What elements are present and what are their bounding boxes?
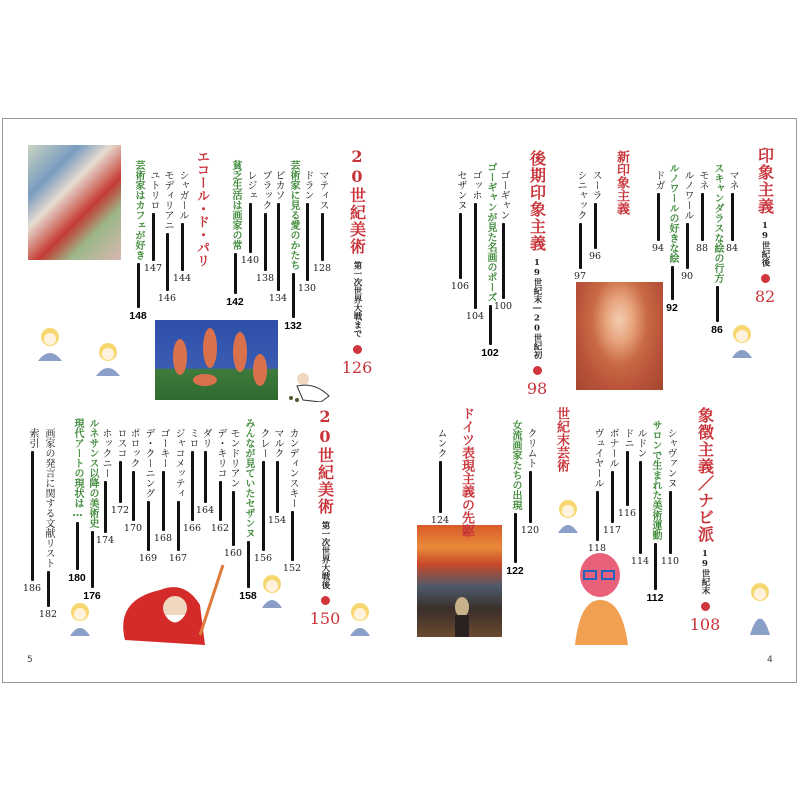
entry-page-number: 138 <box>255 273 275 284</box>
leader-line <box>47 571 50 607</box>
leader-line <box>177 501 180 551</box>
entry-page-number: 156 <box>253 553 273 564</box>
section-heading-block[interactable] <box>517 150 557 398</box>
entry-label: レジェ <box>245 170 256 200</box>
toc-topic-entry[interactable] <box>223 160 247 308</box>
entry-label: クレー <box>258 428 269 458</box>
entry-label: ドニ <box>622 428 633 448</box>
entry-label: ドラン <box>302 170 313 200</box>
section-page-number: 82 <box>754 286 776 306</box>
bullet-dot <box>353 345 362 354</box>
section-period: 19世紀後 <box>760 221 770 267</box>
entry-label: 画家の発言に関する文献リスト <box>43 428 54 568</box>
entry-page-number: 102 <box>481 347 499 359</box>
entry-page-number: 140 <box>240 255 260 266</box>
entry-page-number: 120 <box>520 525 540 536</box>
bullet-dot <box>321 596 330 605</box>
entry-page-number: 180 <box>68 572 86 584</box>
entry-label: ロスコ <box>115 428 126 458</box>
entry-page-number: 106 <box>450 281 470 292</box>
entry-page-number: 134 <box>268 293 288 304</box>
entry-page-number: 86 <box>711 324 723 336</box>
section-heading-block[interactable] <box>745 147 785 306</box>
entry-label: ジャコメッティ <box>173 428 184 498</box>
section-period: 第一次世界大戦後 <box>320 521 330 589</box>
toc-artist-entry[interactable] <box>448 170 472 292</box>
toc-artist-entry[interactable] <box>646 170 670 254</box>
leader-line <box>137 263 140 308</box>
painter-man-illustration <box>285 372 335 402</box>
entry-page-number: 146 <box>157 293 177 304</box>
entry-page-number: 167 <box>168 553 188 564</box>
entry-page-number: 112 <box>646 592 664 604</box>
leader-line <box>249 203 252 253</box>
entry-page-number: 122 <box>506 565 524 577</box>
section-title: 後期印象主義 <box>527 150 547 252</box>
section-period: 第一次世界大戦まで <box>352 261 362 338</box>
santa-painter-illustration <box>105 560 225 645</box>
entry-page-number: 148 <box>129 310 147 322</box>
subsection-heading: 世紀末芸術 <box>554 407 569 472</box>
entry-label: シャヴァンヌ <box>665 428 676 488</box>
bullet-dot <box>761 274 770 283</box>
leader-line <box>166 233 169 291</box>
entry-label: カンディンスキー <box>287 428 298 508</box>
entry-label: モディリアニ <box>162 170 173 230</box>
entry-label: マティス <box>317 170 328 210</box>
entry-page-number: 97 <box>573 271 587 282</box>
entry-label: ポロック <box>128 428 139 468</box>
leader-line <box>162 471 165 531</box>
page-number-left: 5 <box>27 655 33 665</box>
entry-label: ゴッホ <box>470 170 481 200</box>
section-title: 象徴主義／ナビ派 <box>695 407 715 543</box>
section-period: 19世紀末 <box>700 549 710 595</box>
entry-page-number: 114 <box>630 556 650 567</box>
entry-label: ブラック <box>260 170 271 210</box>
entry-page-number: 164 <box>195 505 215 516</box>
entry-page-number: 169 <box>138 553 158 564</box>
section-title: 印象主義 <box>755 147 775 215</box>
leader-line <box>671 266 674 300</box>
leader-line <box>701 193 704 241</box>
entry-label: モンドリアン <box>228 428 239 488</box>
leader-line <box>474 203 477 309</box>
section-page-number: 98 <box>526 379 548 398</box>
entry-label: デ・クーニング <box>143 428 154 498</box>
entry-label: ゴーギャン <box>498 170 509 220</box>
entry-label: シャガール <box>177 170 188 220</box>
toc-artist-entry[interactable] <box>585 428 609 554</box>
page-number-right: 4 <box>767 655 773 665</box>
leader-line <box>91 531 94 588</box>
leader-line <box>731 193 734 241</box>
girl-character-illustration <box>553 497 583 533</box>
entry-label: マルク <box>272 428 283 458</box>
section-heading-block[interactable] <box>305 407 345 628</box>
leader-line <box>181 223 184 271</box>
entry-label: 索引 <box>27 428 38 448</box>
leader-line <box>76 522 79 570</box>
entry-page-number: 128 <box>312 263 332 274</box>
entry-label: ユトリロ <box>148 170 159 210</box>
leader-line <box>514 513 517 563</box>
entry-page-number: 100 <box>493 301 513 312</box>
entry-label: モネ <box>697 170 708 190</box>
toc-artist-entry[interactable] <box>568 170 592 282</box>
subsection-heading: 新印象主義 <box>614 150 629 215</box>
girl-character-illustration <box>345 600 375 636</box>
leader-line <box>579 223 582 269</box>
entry-page-number: 158 <box>239 590 257 602</box>
girl-character-illustration <box>727 322 757 358</box>
toc-topic-entry[interactable] <box>503 420 527 577</box>
leader-line <box>119 461 122 503</box>
entry-page-number: 152 <box>282 563 302 574</box>
entry-page-number: 142 <box>226 296 244 308</box>
leader-line <box>276 461 279 513</box>
entry-label: スーラ <box>590 170 601 200</box>
leader-line <box>669 491 672 554</box>
section-page-number: 126 <box>341 357 373 377</box>
entry-page-number: 160 <box>223 548 243 559</box>
girl-character-illustration <box>65 600 95 636</box>
leader-line <box>321 213 324 261</box>
section-page-number: 108 <box>689 614 721 634</box>
subsection-heading: エコール・ド・パリ <box>194 150 209 267</box>
entry-page-number: 144 <box>172 273 192 284</box>
entry-page-number: 94 <box>651 243 665 254</box>
toc-topic-entry[interactable] <box>65 418 89 584</box>
entry-page-number: 172 <box>110 505 130 516</box>
entry-label: みんなが見ていたセザンヌ <box>243 418 254 538</box>
subsection-heading: ドイツ表現主義の先駆 <box>459 407 474 537</box>
leader-line <box>489 305 492 345</box>
entry-label: ゴーキー <box>158 428 169 468</box>
entry-page-number: 116 <box>617 508 637 519</box>
leader-line <box>191 451 194 521</box>
girl-character-illustration <box>88 340 128 376</box>
entry-page-number: 92 <box>666 302 678 314</box>
leader-line <box>626 451 629 506</box>
leader-line <box>611 471 614 523</box>
entry-page-number: 96 <box>588 251 602 262</box>
entry-label: ダリ <box>200 428 211 448</box>
leader-line <box>654 543 657 590</box>
entry-label: ゴーギャンが見た名画のポーズ <box>485 162 496 302</box>
entry-label: マネ <box>727 170 738 190</box>
entry-page-number: 130 <box>297 283 317 294</box>
entry-label: ルノワールの好きな絵 <box>667 163 678 263</box>
entry-label: 芸術家はカフェが好き <box>133 160 144 260</box>
bullet-dot <box>701 602 710 611</box>
leader-line <box>292 273 295 318</box>
toc-topic-entry[interactable] <box>126 160 150 322</box>
entry-label: ルドン <box>635 428 646 458</box>
leader-line <box>459 213 462 279</box>
entry-page-number: 170 <box>123 523 143 534</box>
section-title: 20世紀美術 <box>347 147 367 255</box>
leader-line <box>152 213 155 261</box>
leader-line <box>262 461 265 551</box>
entry-page-number: 104 <box>465 311 485 322</box>
munch-scream-painting <box>417 525 502 637</box>
leader-line <box>147 501 150 551</box>
leader-line <box>247 541 250 588</box>
entry-label: ボナール <box>607 428 618 468</box>
entry-label: ヴュイヤール <box>592 428 603 488</box>
section-heading-block[interactable] <box>685 407 725 634</box>
bullet-dot <box>533 366 542 375</box>
chagall-painting <box>28 145 121 260</box>
section-title: 20世紀美術 <box>315 407 335 515</box>
leader-line <box>594 203 597 249</box>
leader-line <box>219 481 222 521</box>
toc-artist-entry[interactable] <box>20 428 44 594</box>
entry-label: クリムト <box>525 428 536 468</box>
entry-page-number: 182 <box>38 609 58 620</box>
entry-page-number: 132 <box>284 320 302 332</box>
entry-page-number: 90 <box>680 271 694 282</box>
leader-line <box>596 491 599 541</box>
entry-label: サロンで生まれた美術運動 <box>650 420 661 540</box>
entry-label: 芸術家に見る愛のかたち <box>288 160 299 270</box>
leader-line <box>291 511 294 561</box>
leader-line <box>686 223 689 269</box>
entry-label: ルノワール <box>682 170 693 220</box>
entry-page-number: 154 <box>267 515 287 526</box>
entry-page-number: 176 <box>83 590 101 602</box>
entry-page-number: 168 <box>153 533 173 544</box>
entry-page-number: 166 <box>182 523 202 534</box>
entry-label: デ・キリコ <box>215 428 226 478</box>
entry-page-number: 124 <box>430 515 450 526</box>
entry-label: ルネサンス以降の美術史 <box>87 418 98 528</box>
entry-page-number: 174 <box>95 535 115 546</box>
entry-label: 女流画家たちの出現 <box>510 420 521 510</box>
section-heading-block[interactable] <box>337 147 377 377</box>
entry-label: スキャンダラスな絵の行方 <box>712 163 723 283</box>
entry-label: シニャック <box>575 170 586 220</box>
leader-line <box>234 253 237 294</box>
entry-page-number: 84 <box>725 243 739 254</box>
entry-label: ムンク <box>435 428 446 458</box>
entry-label: ピカソ <box>273 170 284 200</box>
leader-line <box>31 451 34 581</box>
girl-character-illustration <box>257 572 287 608</box>
entry-page-number: 147 <box>143 263 163 274</box>
toc-artist-entry[interactable] <box>428 428 452 526</box>
girl-character-illustration <box>30 325 70 361</box>
entry-label: ホックニー <box>100 428 111 478</box>
entry-page-number: 88 <box>695 243 709 254</box>
leader-line <box>306 203 309 281</box>
entry-label: 貧乏生活は画家の常 <box>230 160 241 250</box>
entry-label: ミロ <box>187 428 198 448</box>
section-page-number: 150 <box>309 609 341 628</box>
entry-page-number: 110 <box>660 556 680 567</box>
entry-page-number: 186 <box>22 583 42 594</box>
leader-line <box>716 286 719 322</box>
leader-line <box>657 193 660 241</box>
leader-line <box>264 213 267 271</box>
entry-page-number: 162 <box>210 523 230 534</box>
renoir-portrait-painting <box>576 282 663 390</box>
entry-label: 現代アートの現状は… <box>72 418 83 519</box>
entry-page-number: 117 <box>602 525 622 536</box>
leader-line <box>439 461 442 513</box>
matisse-dance-painting <box>155 320 278 400</box>
leader-line <box>529 471 532 523</box>
entry-page-number: 118 <box>587 543 607 554</box>
entry-label: セザンヌ <box>455 170 466 210</box>
section-period: 19世紀末―20世紀初 <box>532 258 542 359</box>
entry-label: ドガ <box>653 170 664 190</box>
girl-character-illustration <box>745 580 775 635</box>
